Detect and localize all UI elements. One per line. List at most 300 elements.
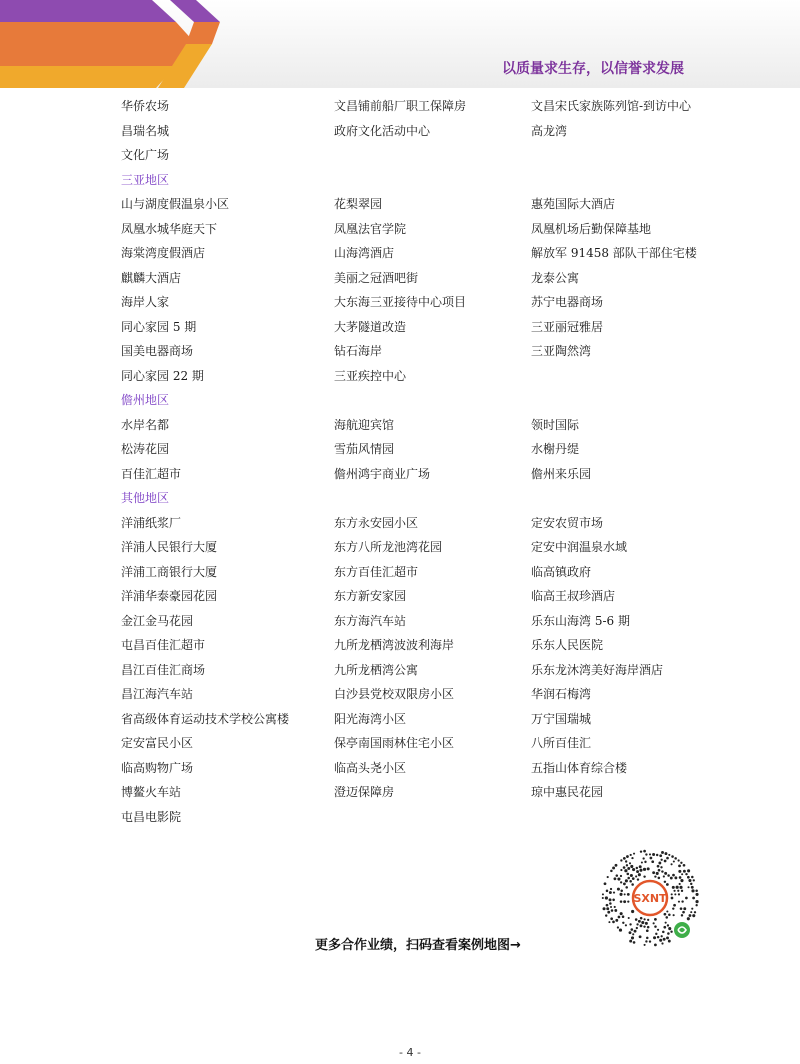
qr-dot <box>664 913 667 916</box>
project-name: 国美电器商场 <box>121 344 194 358</box>
qr-dot <box>602 893 604 895</box>
qr-dot <box>674 857 677 860</box>
qr-dot <box>661 859 663 861</box>
project-row <box>121 290 741 315</box>
qr-dot <box>678 901 680 903</box>
project-name: 惠苑国际大酒店 <box>531 197 616 211</box>
qr-dot <box>680 907 683 910</box>
qr-dot <box>614 906 616 908</box>
qr-dot <box>657 929 659 931</box>
qr-dot <box>676 886 679 889</box>
qr-dot <box>617 877 620 880</box>
qr-dot <box>639 865 642 868</box>
qr-dot <box>682 911 685 914</box>
project-row <box>121 560 741 585</box>
qr-dot <box>615 864 618 867</box>
qr-dot <box>672 874 675 877</box>
qr-dot <box>624 869 627 872</box>
qr-dot <box>672 886 675 889</box>
project-name: 龙泰公寓 <box>531 270 580 285</box>
qr-dot <box>643 857 645 859</box>
project-name: 省高级体育运动技术学校公寓楼 <box>121 711 290 726</box>
project-row <box>121 780 741 805</box>
project-name: 同心家园 5 期 <box>121 319 197 334</box>
project-name: 钻石海岸 <box>334 344 383 358</box>
qr-dot <box>650 857 653 860</box>
project-row <box>121 805 741 830</box>
project-name: 五指山体育综合楼 <box>531 760 628 775</box>
project-name: 领时国际 <box>531 417 580 432</box>
qr-dot <box>641 921 644 924</box>
qr-dot <box>665 852 668 855</box>
qr-logo-text: SXNT <box>633 892 667 905</box>
qr-dot <box>690 911 692 913</box>
qr-dot <box>647 926 650 929</box>
qr-dot <box>617 926 619 928</box>
qr-dot <box>625 886 628 889</box>
qr-dot <box>647 867 650 870</box>
qr-dot <box>667 924 669 926</box>
qr-dot <box>658 877 661 880</box>
qr-dot <box>629 862 631 864</box>
qr-dot <box>617 888 620 891</box>
project-row <box>121 217 741 242</box>
qr-dot <box>637 878 639 880</box>
region-heading-row <box>121 168 741 193</box>
qr-dot <box>630 865 633 868</box>
project-name: 万宁国瑞城 <box>531 711 592 726</box>
project-name: 三亚疾控中心 <box>334 368 407 383</box>
page-header <box>0 0 800 90</box>
mini-program-qr-code <box>600 848 700 948</box>
qr-dot <box>627 867 630 870</box>
qr-dot <box>690 883 692 885</box>
region-heading-row <box>121 388 741 413</box>
project-row <box>121 364 741 389</box>
qr-dot <box>625 860 627 862</box>
qr-dot <box>680 862 682 864</box>
project-row <box>121 658 741 683</box>
qr-dot <box>664 872 667 875</box>
project-name: 八所百佳汇 <box>531 736 592 750</box>
qr-dot <box>679 886 682 889</box>
qr-dot <box>661 851 664 854</box>
qr-dot <box>641 861 643 863</box>
qr-dot <box>625 879 628 882</box>
header-slogan: 以质量求生存，以信誉求发展 <box>502 61 684 77</box>
qr-dot <box>623 900 626 903</box>
project-row <box>121 609 741 634</box>
page-number: - 4 - <box>399 1046 421 1059</box>
project-name: 东方八所龙池湾花园 <box>334 540 443 554</box>
qr-dot <box>613 892 615 894</box>
project-name: 儋州鸿宇商业广场 <box>334 466 431 481</box>
qr-dot <box>654 876 656 878</box>
project-name: 昌江海汽车站 <box>121 687 194 701</box>
qr-dot <box>626 864 628 866</box>
qr-dot <box>683 864 686 867</box>
qr-dot <box>605 896 608 899</box>
project-name: 博鳌火车站 <box>121 785 182 799</box>
qr-dot <box>632 868 635 871</box>
qr-dot <box>666 883 669 886</box>
qr-dot <box>652 871 655 874</box>
qr-dot <box>636 870 639 873</box>
header-chevron-graphic <box>0 0 230 88</box>
qr-dot <box>673 890 675 892</box>
qr-dot <box>692 914 695 917</box>
qr-dot <box>612 867 615 870</box>
project-name: 白沙县党校双限房小区 <box>334 687 455 701</box>
qr-dot <box>638 873 641 876</box>
project-name: 高龙湾 <box>531 123 568 138</box>
header-stripe <box>0 0 176 22</box>
project-list <box>121 94 741 829</box>
project-name: 临高王叔珍酒店 <box>531 589 616 603</box>
project-name: 凤凰水城华庭天下 <box>121 221 218 236</box>
qr-dot <box>659 854 662 857</box>
qr-dot <box>616 874 619 877</box>
qr-dot <box>607 876 609 878</box>
qr-dot <box>680 879 683 882</box>
header-stripe <box>186 22 220 44</box>
qr-dot <box>634 930 637 933</box>
qr-dot <box>610 888 612 890</box>
qr-dot <box>644 861 646 863</box>
project-row <box>121 462 741 487</box>
project-row <box>121 413 741 438</box>
qr-dot <box>614 909 617 912</box>
qr-dot <box>620 881 622 883</box>
project-name: 百佳汇超市 <box>121 466 182 481</box>
project-row <box>121 731 741 756</box>
project-row <box>121 94 741 119</box>
qr-dot <box>678 893 680 895</box>
qr-dot <box>643 868 646 871</box>
qr-dot <box>656 872 659 875</box>
qr-dot <box>608 921 610 923</box>
qr-dot <box>695 890 698 893</box>
project-name: 乐东山海湾 5-6 期 <box>531 613 630 628</box>
region-heading: 其他地区 <box>121 491 170 505</box>
qr-dot <box>658 862 661 865</box>
qr-dot <box>681 873 683 875</box>
qr-dot <box>615 919 618 922</box>
qr-dot <box>609 902 612 905</box>
project-name: 东方海汽车站 <box>334 613 407 628</box>
project-name: 澄迈保障房 <box>334 785 395 799</box>
qr-dot <box>683 907 686 910</box>
qr-dot <box>618 916 621 919</box>
project-name: 三亚丽冠雅居 <box>531 319 604 334</box>
project-row <box>121 682 741 707</box>
qr-dot <box>636 867 638 869</box>
qr-dot <box>692 897 695 900</box>
qr-dot <box>605 914 607 916</box>
qr-dot <box>627 901 629 903</box>
qr-dot <box>678 859 680 861</box>
qr-dot <box>620 875 622 877</box>
project-name: 九所龙栖湾公寓 <box>334 662 419 677</box>
project-name: 政府文化活动中心 <box>334 123 431 138</box>
project-name: 定安富民小区 <box>121 736 194 750</box>
project-name: 保亭南国雨林住宅小区 <box>334 736 455 750</box>
qr-dot <box>695 900 698 903</box>
qr-dot <box>631 857 633 859</box>
qr-dot <box>685 873 687 875</box>
header-stripe <box>170 0 220 22</box>
project-name: 乐东人民医院 <box>531 638 604 652</box>
qr-dot <box>636 927 638 929</box>
project-name: 华侨农场 <box>121 99 170 113</box>
qr-dot <box>662 931 665 934</box>
qr-dot <box>649 853 651 855</box>
qr-dot <box>603 907 606 910</box>
project-name: 昌江百佳汇商场 <box>121 662 206 677</box>
project-name: 海岸人家 <box>121 295 170 309</box>
qr-dot <box>663 875 665 877</box>
qr-dot <box>673 914 675 916</box>
qr-dot <box>668 927 671 930</box>
qr-dot <box>691 889 694 892</box>
qr-dot <box>694 911 696 913</box>
qr-dot <box>623 883 626 886</box>
qr-dot <box>627 893 630 896</box>
qr-dot <box>643 875 645 877</box>
qr-dot <box>673 860 675 862</box>
header-stripe <box>0 22 196 44</box>
project-name: 临高购物广场 <box>121 760 194 775</box>
qr-dot <box>671 893 673 895</box>
project-name: 文化广场 <box>121 148 170 162</box>
project-name: 海航迎宾馆 <box>334 417 395 432</box>
qr-dot <box>620 869 622 871</box>
project-row <box>121 241 741 266</box>
qr-dot <box>665 916 668 919</box>
qr-dot <box>665 922 667 924</box>
qr-dot <box>678 865 681 868</box>
qr-dot <box>610 906 612 908</box>
qr-dot <box>681 900 683 902</box>
qr-dot <box>622 922 624 924</box>
qr-dot <box>691 886 694 889</box>
qr-dot <box>612 921 615 924</box>
project-row <box>121 192 741 217</box>
qr-dot <box>695 904 697 906</box>
project-name: 洋浦纸浆厂 <box>121 515 182 530</box>
qr-dot <box>620 859 622 861</box>
qr-dot <box>626 855 629 858</box>
qr-dot <box>668 914 671 917</box>
qr-dot <box>624 893 626 895</box>
project-name: 昌瑞名城 <box>121 123 170 138</box>
qr-dot <box>647 919 649 921</box>
qr-dot <box>629 923 631 925</box>
qr-dot <box>652 853 655 856</box>
project-name: 阳光海湾小区 <box>334 711 407 726</box>
project-name: 凤凰法官学院 <box>334 221 407 236</box>
qr-dot <box>631 883 634 886</box>
qr-dot <box>667 874 670 877</box>
qr-dot <box>630 854 632 856</box>
project-name: 洋浦人民银行大厦 <box>121 540 218 554</box>
qr-dot <box>640 917 643 920</box>
project-name: 山与湖度假温泉小区 <box>121 197 230 211</box>
qr-dot <box>622 915 625 918</box>
project-name: 水榭丹缇 <box>531 442 580 456</box>
qr-dot <box>657 865 660 868</box>
qr-dot <box>681 914 683 916</box>
qr-dot <box>635 918 638 921</box>
qr-dot <box>643 850 646 853</box>
qr-dot <box>631 910 634 913</box>
qr-dot <box>688 886 690 888</box>
project-name: 水岸名都 <box>121 417 170 432</box>
qr-dot <box>628 917 630 919</box>
region-heading: 儋州地区 <box>121 393 170 407</box>
qr-dot <box>673 904 676 907</box>
qr-dot <box>672 907 674 909</box>
qr-dot <box>661 870 663 872</box>
qr-dot <box>653 922 655 924</box>
qr-dot <box>627 877 630 880</box>
project-row <box>121 119 741 144</box>
project-row <box>121 756 741 781</box>
qr-dot <box>645 922 648 925</box>
region-heading-row <box>121 486 741 511</box>
qr-dot <box>610 870 613 873</box>
project-name: 苏宁电器商场 <box>531 295 604 309</box>
project-name: 花梨翠园 <box>334 197 383 211</box>
qr-dot <box>611 909 614 912</box>
project-row <box>121 584 741 609</box>
qr-dot <box>633 853 635 855</box>
project-name: 大茅隧道改造 <box>334 319 407 334</box>
qr-dot <box>638 920 641 923</box>
qr-dot <box>619 893 622 896</box>
qr-dot <box>630 928 633 931</box>
project-name: 洋浦工商银行大厦 <box>121 564 218 579</box>
project-row <box>121 511 741 536</box>
qr-dot <box>654 925 657 928</box>
qr-dot <box>671 863 673 865</box>
project-name: 屯昌电影院 <box>121 809 182 824</box>
qr-dot <box>687 917 690 920</box>
project-name: 解放军 91458 部队干部住宅楼 <box>531 246 697 260</box>
project-name: 凤凰机场后勤保障基地 <box>531 221 652 236</box>
qr-dot <box>620 889 623 892</box>
project-row <box>121 437 741 462</box>
qr-dot <box>645 853 647 855</box>
project-row <box>121 633 741 658</box>
qr-dot <box>630 874 633 877</box>
qr-dot <box>668 854 670 856</box>
qr-dot <box>620 900 623 903</box>
project-row <box>121 339 741 364</box>
project-name: 临高头尧小区 <box>334 760 407 775</box>
qr-dot <box>660 866 662 868</box>
project-name: 屯昌百佳汇超市 <box>121 638 206 652</box>
qr-dot <box>602 897 604 899</box>
qr-dot <box>614 877 617 880</box>
qr-dot <box>674 876 677 879</box>
project-name: 东方新安家园 <box>334 589 407 603</box>
qr-dot <box>609 891 612 894</box>
project-name: 同心家园 22 期 <box>121 368 204 383</box>
qr-dot <box>626 873 629 876</box>
qr-dot <box>691 908 693 910</box>
qr-dot <box>606 890 609 893</box>
project-name: 定安中润温泉水域 <box>531 540 628 554</box>
qr-dot <box>651 860 654 863</box>
qr-dot <box>632 877 635 880</box>
qr-dot <box>656 854 658 856</box>
project-name: 华润石梅湾 <box>531 687 592 701</box>
qr-dot <box>689 914 692 917</box>
project-name: 大东海三亚接待中心项目 <box>334 295 467 309</box>
qr-dot <box>654 918 657 921</box>
qr-dot <box>670 877 673 880</box>
qr-dot <box>620 912 623 915</box>
project-row <box>121 315 741 340</box>
project-name: 九所龙栖湾波波利海岸 <box>334 638 455 652</box>
qr-dot <box>679 883 681 885</box>
qr-dot <box>639 869 642 872</box>
header-stripe <box>0 44 196 66</box>
qr-dot <box>640 850 642 852</box>
qr-dot <box>688 879 691 882</box>
qr-dot <box>671 897 674 900</box>
project-name: 雪茄风情园 <box>334 442 395 456</box>
qr-dot <box>636 923 638 925</box>
project-name: 东方百佳汇超市 <box>334 564 419 579</box>
region-heading: 三亚地区 <box>121 172 170 187</box>
qr-dot <box>671 855 674 858</box>
project-name: 定安农贸市场 <box>531 515 604 530</box>
qr-dot <box>693 879 695 881</box>
project-name: 文昌宋氏家族陈列馆-到访中心 <box>531 99 692 113</box>
project-name: 三亚陶然湾 <box>531 344 592 358</box>
qr-dot <box>685 897 688 900</box>
project-name: 麒麟大酒店 <box>121 270 182 285</box>
project-name: 东方永安园小区 <box>334 515 419 530</box>
qr-dot <box>646 929 649 932</box>
qr-dot <box>623 866 626 869</box>
qr-dot <box>609 898 612 901</box>
project-name: 乐东龙沐湾美好海岸酒店 <box>531 662 664 677</box>
project-name: 美丽之冠酒吧街 <box>334 270 419 285</box>
qr-dot <box>607 911 610 914</box>
project-name: 文昌铺前船厂职工保障房 <box>334 99 467 113</box>
project-name: 山海湾酒店 <box>334 246 395 260</box>
qr-dot <box>629 880 632 883</box>
qr-dot <box>691 876 694 879</box>
qr-dot <box>679 876 682 879</box>
qr-dot <box>681 890 683 892</box>
qr-dot <box>625 924 627 926</box>
qr-dot <box>687 876 690 879</box>
qr-dot <box>678 870 681 873</box>
project-name: 海棠湾度假酒店 <box>121 246 206 260</box>
project-row <box>121 266 741 291</box>
qr-dot <box>683 870 686 873</box>
qr-dot <box>623 857 626 860</box>
qr-dot <box>619 928 622 931</box>
qr-dot <box>606 904 609 907</box>
project-name: 金江金马花园 <box>121 613 194 628</box>
qr-dot <box>644 918 646 920</box>
project-name: 松涛花园 <box>121 442 170 456</box>
